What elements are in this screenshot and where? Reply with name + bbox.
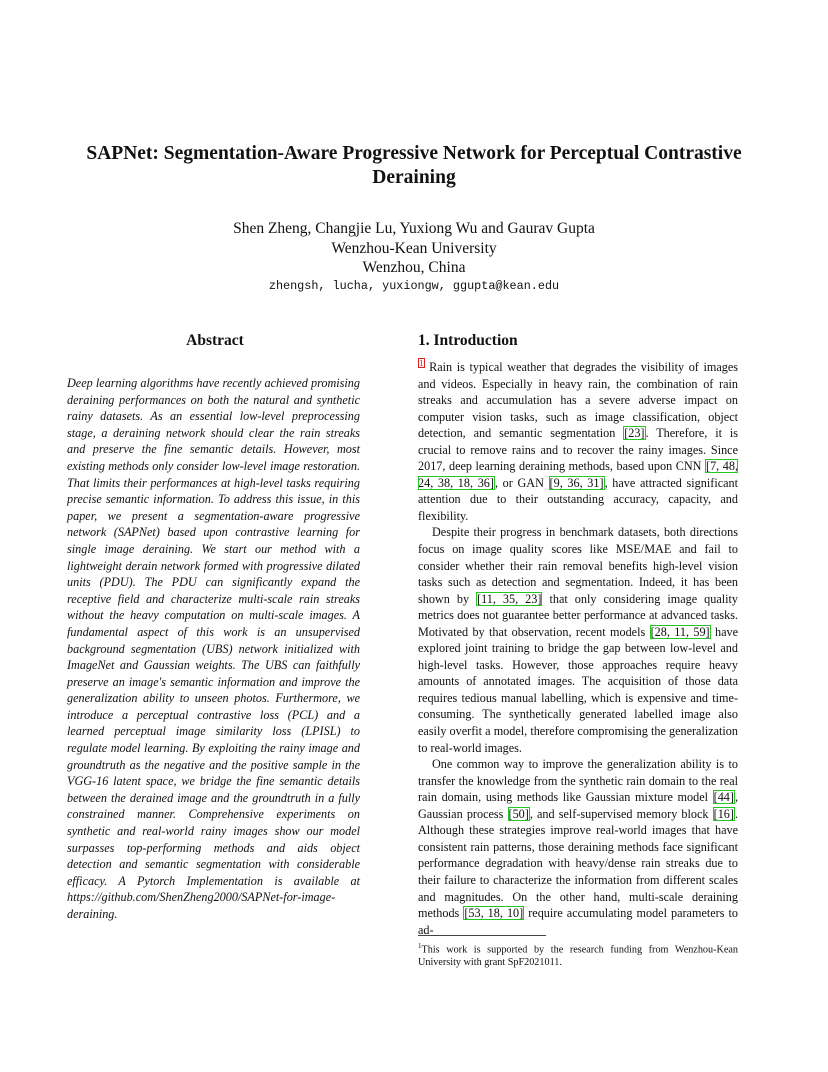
citation-link[interactable]: [9, 36, 31]	[549, 475, 604, 490]
author-names: Shen Zheng, Changjie Lu, Yuxiong Wu and Gaurav Gupta	[233, 220, 595, 237]
intro-paragraph	[418, 524, 738, 756]
footnote-mark: 1	[418, 942, 422, 950]
citation-link[interactable]: [11, 35, 23]	[477, 591, 542, 606]
intro-text: have explored joint training to bridge the gap between low-level and high-level tasks. However, those approaches require heavy amounts of annotated images. The acquisition of those data requires tedious manual labelling, which is expensive and time-consuming. The synthetically generated labelled image also easily overfit a model, therefore compromising the generalization to real-world images.	[418, 624, 738, 755]
citation-link[interactable]: [50]	[508, 806, 529, 821]
citation-link[interactable]: [28, 11, 59]	[650, 624, 710, 639]
intro-text: require accumulating model parameters to ad-	[418, 906, 738, 937]
intro-text: . Therefore, it is crucial to remove rains and to recover the rainy images. Since 2017, deep learning deraining methods, based upon CNN	[418, 426, 738, 474]
intro-text: , or GAN	[494, 475, 549, 490]
abstract-text: Deep learning algorithms have recently achieved promising deraining performances on both the natural and synthetic rainy datasets. As an essential low-level preprocessing stage, a deraining network should clear the rain streaks and preserve the fine semantic details. However, most existing methods only consider low-level image restoration. That limits their performances at high-level tasks requiring precise semantic information. To address this issue, in this paper, we present a segmentation-aware progressive network (SAPNet) based upon contrastive learning for single image deraining. We start our method with a lightweight derain network formed with progressive dilated units (PDU). The PDU can significantly expand the receptive field and characterize multi-scale rain streaks without the heavy computation on multi-scale images. A fundamental aspect of this work is an unsupervised background segmentation (UBS) network initialized with ImageNet and Gaussian weights. The UBS can faithfully preserve an image's semantic information and improve the generalization ability to unseen photos. Furthermore, we introduce a perceptual contrastive loss (PCL) and a learned perceptual image similarity loss (LPISL) to regulate model learning. By exploiting the rainy image and groundtruth as the negative and the positive sample in the VGG-16 latent space, we bridge the fine semantic details between the derained image and the groundtruth in a fully constrained manner. Comprehensive experiments on synthetic and real-world rainy images show our model surpasses top-performing methods and aids object detection and semantic segmentation with considerable efficacy. A Pytorch Implementation is available at https://github.com/ShenZheng2000/SAPNet-for-image-deraining.	[67, 376, 360, 921]
citation-link[interactable]: [16]	[713, 806, 734, 821]
citation-link[interactable]: [53, 18, 10]	[464, 906, 524, 921]
footnote-text: This work is supported by the research funding from Wenzhou-Kean University with grant SpF2021011.	[418, 944, 738, 969]
intro-paragraph	[418, 359, 738, 524]
intro-body	[418, 359, 738, 938]
intro-heading: 1. Introduction	[418, 332, 518, 349]
intro-text: Despite their progress in benchmark datasets, both directions focus on image quality scores like MSE/MAE and fail to consider whether their rain removal benefits high-level vision tasks such as detection and segmentation. Indeed, it has been shown by	[418, 525, 738, 606]
author-location: Wenzhou, China	[362, 259, 466, 276]
abstract-heading: Abstract	[186, 332, 244, 349]
footnote-divider	[418, 935, 546, 936]
citation-link[interactable]: [7, 48, 24, 38, 18, 36]	[418, 459, 739, 490]
paper-title: SAPNet: Segmentation-Aware Progressive Network for Perceptual Contrastive Deraining	[86, 143, 742, 188]
citation-link[interactable]: [44]	[713, 790, 734, 805]
intro-text: , and self-supervised memory block	[529, 806, 713, 821]
intro-text: , Gaussian process	[418, 790, 738, 821]
author-emails: zhengsh, lucha, yuxiongw, ggupta@kean.edu	[268, 279, 560, 293]
footnote-link[interactable]: 1	[419, 357, 424, 368]
intro-text: that only considering image quality metrics does not guarantee better performance at advanced tasks. Motivated by that observation, recent models	[418, 591, 738, 639]
author-affiliation: Wenzhou-Kean University	[331, 239, 497, 257]
citation-link[interactable]: [23]	[624, 426, 645, 441]
footnote	[418, 940, 738, 969]
intro-text: One common way to improve the generalization ability is to transfer the knowledge from the synthetic rain domain to the real rain domain, using methods like Gaussian mixture model	[418, 757, 738, 805]
author-block	[60, 219, 768, 278]
intro-paragraph	[418, 756, 738, 938]
intro-text: Rain is typical weather that degrades the visibility of images and videos. Especially in heavy rain, the combination of rain streaks and accumulation has a severe adverse impact on computer vision tasks, such as image classification, object detection, and semantic segmentation	[418, 360, 738, 441]
intro-text: , have attracted significant attention due to their outstanding accuracy, capacity, and flexibility.	[418, 475, 738, 523]
intro-text: . Although these strategies improve real-world images that have consistent rain patterns, those deraining methods face significant performance degradation with heavy/dense rain streaks due to their failure to characterize the information from different scales and magnitudes. On the other hand, multi-scale deraining methods	[418, 806, 738, 921]
